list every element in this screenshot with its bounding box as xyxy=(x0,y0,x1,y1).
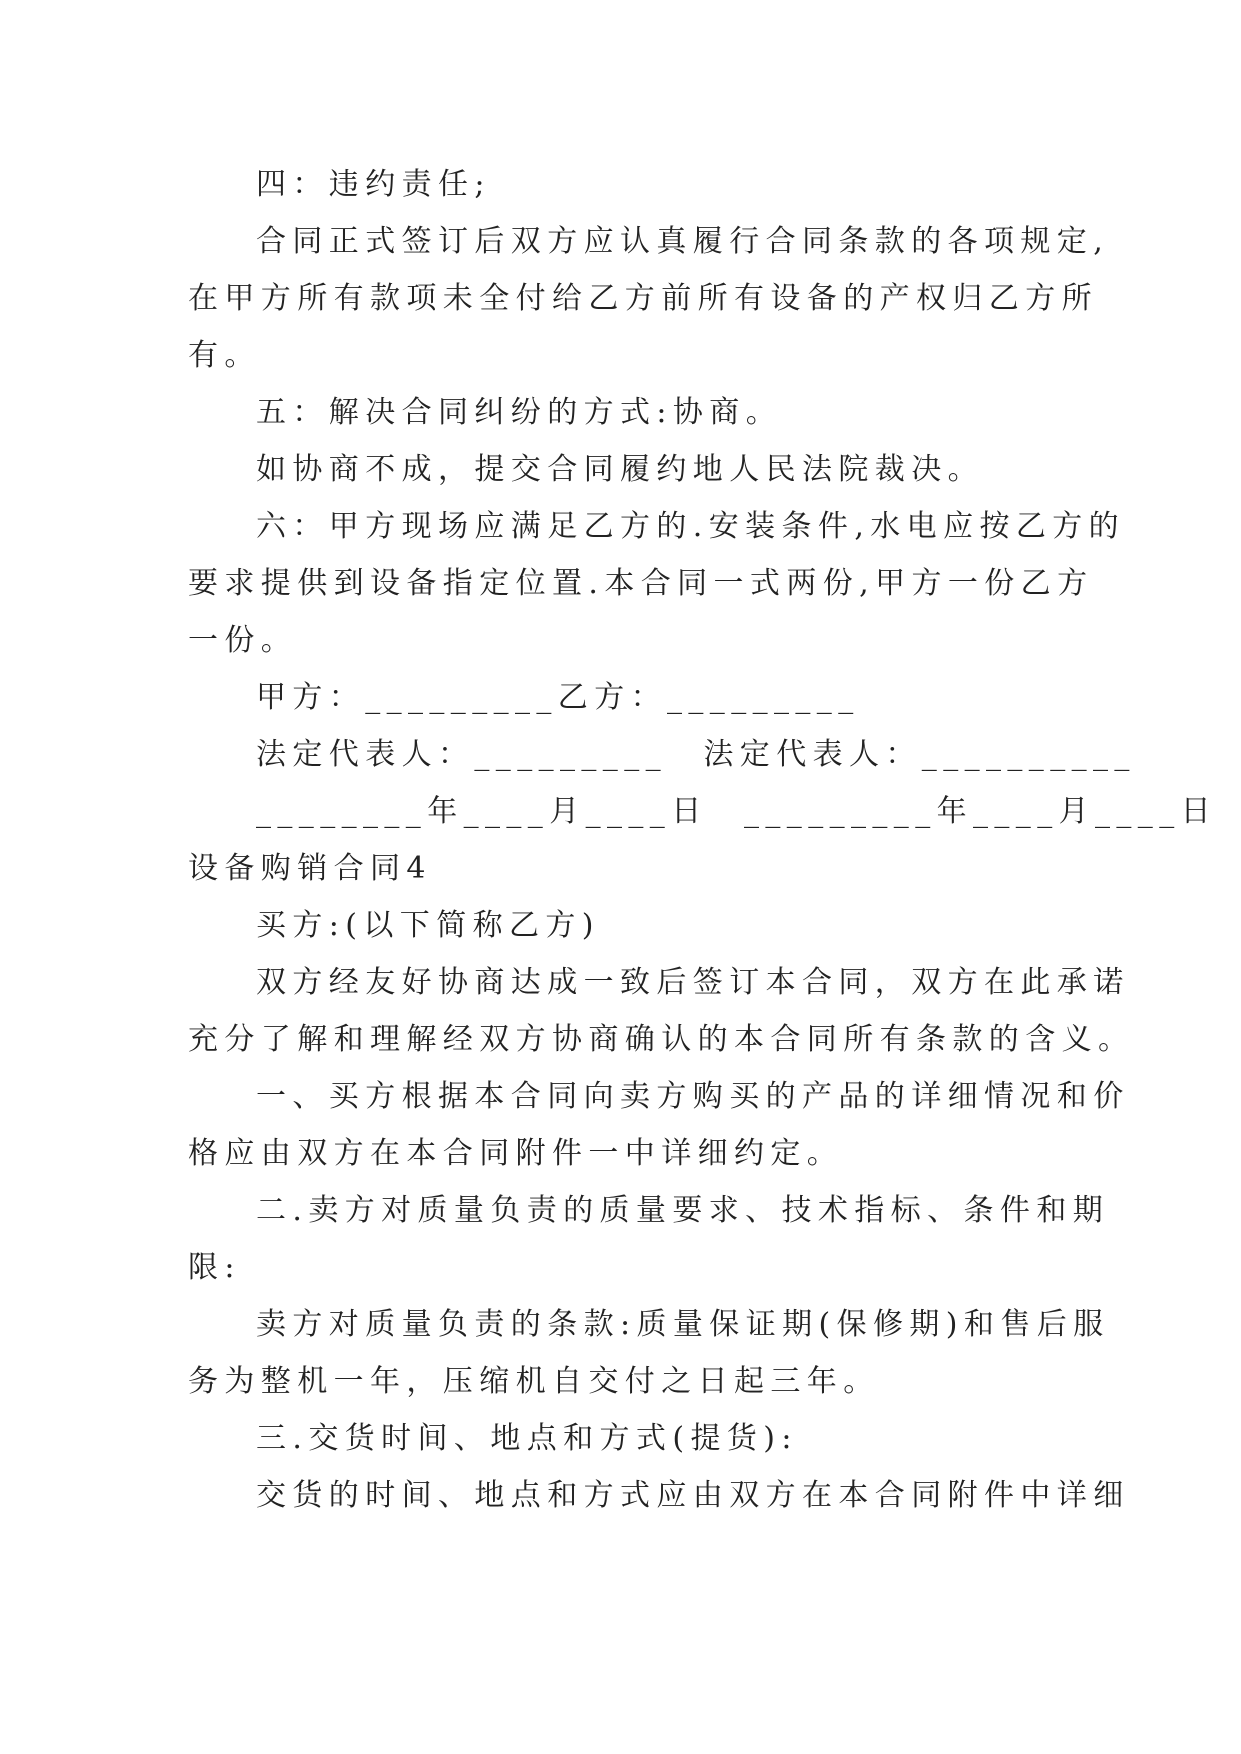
paragraph-line: 限: xyxy=(188,1250,241,1285)
paragraph-line: 一份。 xyxy=(188,623,298,658)
paragraph-line: 格应由双方在本合同附件一中详细约定。 xyxy=(188,1136,844,1171)
paragraph-line: 合同正式签订后双方应认真履行合同条款的各项规定, xyxy=(256,224,1110,259)
paragraph-line: 要求提供到设备指定位置.本合同一式两份,甲方一份乙方 xyxy=(188,566,1094,601)
paragraph-line: 双方经友好协商达成一致后签订本合同，双方在此承诺 xyxy=(256,965,1130,1000)
section-5-heading: 五：解决合同纠纷的方式:协商。 xyxy=(256,395,783,430)
signature-representatives-line: 法定代表人：_________ 法定代表人：__________ xyxy=(256,737,1136,772)
paragraph-line: 交货的时间、地点和方式应由双方在本合同附件中详细 xyxy=(256,1478,1130,1513)
paragraph-line: 卖方对质量负责的条款:质量保证期(保修期)和售后服 xyxy=(256,1307,1110,1342)
contract-title: 设备购销合同4 xyxy=(188,851,432,886)
clause-2-line: 二.卖方对质量负责的质量要求、技术指标、条件和期 xyxy=(256,1193,1110,1228)
paragraph-line: 在甲方所有款项未全付给乙方前所有设备的产权归乙方所 xyxy=(188,281,1098,316)
paragraph-line: 如协商不成，提交合同履约地人民法院裁决。 xyxy=(256,452,984,487)
paragraph-line: 充分了解和理解经双方协商确认的本合同所有条款的含义。 xyxy=(188,1022,1135,1057)
paragraph-line: 务为整机一年，压缩机自交付之日起三年。 xyxy=(188,1364,880,1399)
clause-3-line: 三.交货时间、地点和方式(提货): xyxy=(256,1421,798,1456)
clause-1-line: 一、买方根据本合同向卖方购买的产品的详细情况和价 xyxy=(256,1079,1130,1114)
paragraph-line: 有。 xyxy=(188,338,261,373)
section-6-heading: 六：甲方现场应满足乙方的.安装条件,水电应按乙方的 xyxy=(256,509,1126,544)
signature-dates-line: ________年____月____日 _________年____月____日 xyxy=(256,794,1217,829)
buyer-line: 买方:(以下简称乙方) xyxy=(256,908,600,943)
section-4-heading: 四：违约责任; xyxy=(256,167,491,202)
signature-parties-line: 甲方：_________乙方：_________ xyxy=(256,680,860,715)
